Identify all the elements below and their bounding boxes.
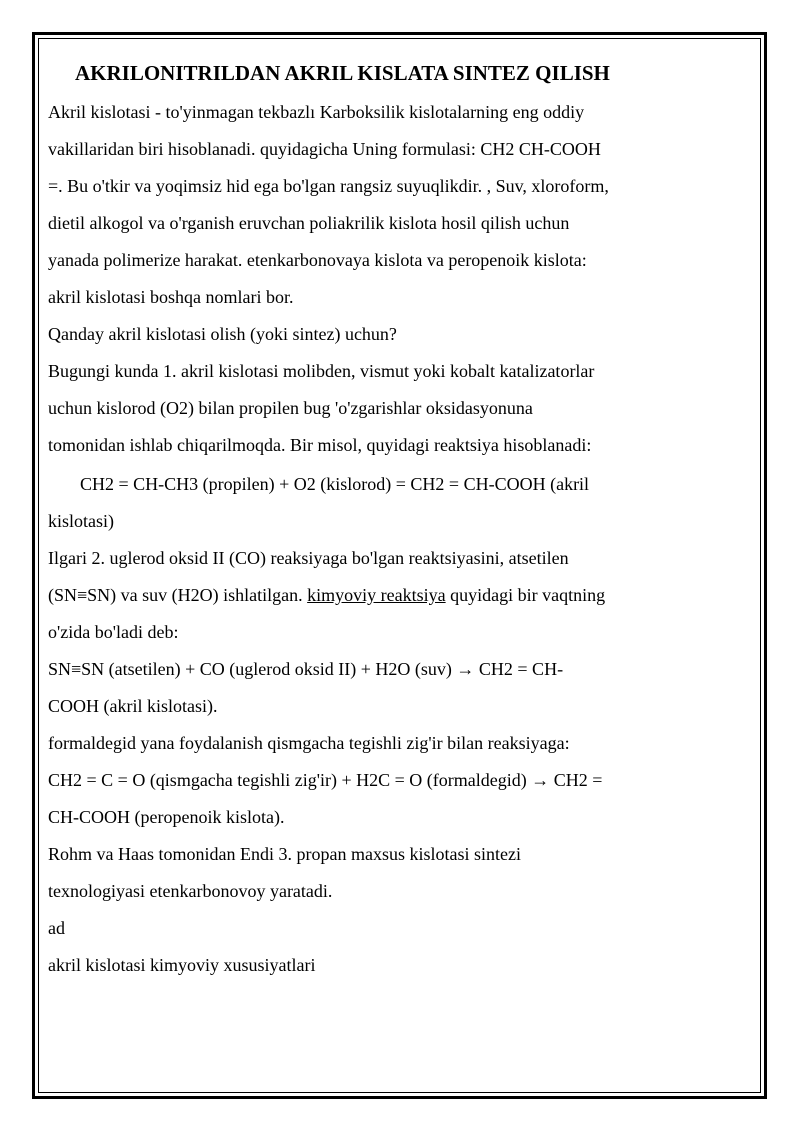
paragraph-line: akril kislotasi boshqa nomlari bor.: [48, 287, 294, 307]
reaction-equation-continued: kislotasi): [48, 511, 114, 531]
paragraph-line: Bugungi kunda 1. akril kislotasi molibden, vismut yoki kobalt katalizatorlar: [48, 361, 595, 381]
paragraph-line: uchun kislorod (O2) bilan propilen bug 'o'zgarishlar oksidasyonuna: [48, 398, 533, 418]
question-line: Qanday akril kislotasi olish (yoki sintez) uchun?: [48, 324, 397, 344]
paragraph-line: tomonidan ishlab chiqarilmoqda. Bir misol, quyidagi reaktsiya hisoblanadi:: [48, 435, 592, 455]
paragraph-line-with-link: [48, 577, 738, 614]
paragraph-line: vakillaridan biri hisoblanadi. quyidagicha Uning formulasi: CH2 CH-COOH: [48, 139, 601, 159]
reaction-equation-continued: COOH (akril kislotasi).: [48, 696, 218, 716]
reaction-equation: CH2 = CH-CH3 (propilen) + O2 (kislorod) = CH2 = CH-COOH (akril: [80, 474, 590, 494]
line-text-before-link: (SN≡SN) va suv (H2O) ishlatilgan.: [48, 585, 308, 605]
reaction-equation: CH2 = C = O (qismgacha tegishli zig'ir) + H2C = O (formaldegid) → CH2 =: [48, 770, 603, 790]
reaction-equation-continued: CH-COOH (peropenoik kislota).: [48, 807, 285, 827]
paragraph-line: =. Bu o'tkir va yoqimsiz hid ega bo'lgan rangsiz suyuqlikdir. , Suv, xloroform,: [48, 176, 609, 196]
paragraph-line: texnologiyasi etenkarbonovoy yaratadi.: [48, 881, 333, 901]
document-title: AKRILONITRILDAN AKRIL KISLATA SINTEZ QILISH: [75, 61, 610, 85]
paragraph-line: o'zida bo'ladi deb:: [48, 622, 179, 642]
paragraph-line: yanada polimerize harakat. etenkarbonovaya kislota va peropenoik kislota:: [48, 250, 587, 270]
kimyoviy-reaktsiya-link[interactable]: kimyoviy reaktsiya: [307, 585, 446, 605]
document-body: [48, 94, 738, 984]
paragraph-line: dietil alkogol va o'rganish eruvchan poliakrilik kislota hosil qilish uchun: [48, 213, 570, 233]
reaction-equation: SN≡SN (atsetilen) + CO (uglerod oksid II) + H2O (suv) → CH2 = CH-: [48, 659, 564, 679]
section-heading-line: akril kislotasi kimyoviy xususiyatlari: [48, 955, 316, 975]
paragraph-line: ad: [48, 918, 65, 938]
line-text-after-link: quyidagi bir vaqtning: [445, 585, 606, 605]
paragraph-line: Rohm va Haas tomonidan Endi 3. propan maxsus kislotasi sintezi: [48, 844, 521, 864]
paragraph-line: Akril kislotasi - to'yinmagan tekbazlı Karboksilik kislotalarning eng oddiy: [48, 102, 585, 122]
paragraph-line: formaldegid yana foydalanish qismgacha tegishli zig'ir bilan reaksiyaga:: [48, 733, 570, 753]
paragraph-line: Ilgari 2. uglerod oksid II (CO) reaksiyaga bo'lgan reaktsiyasini, atsetilen: [48, 548, 569, 568]
